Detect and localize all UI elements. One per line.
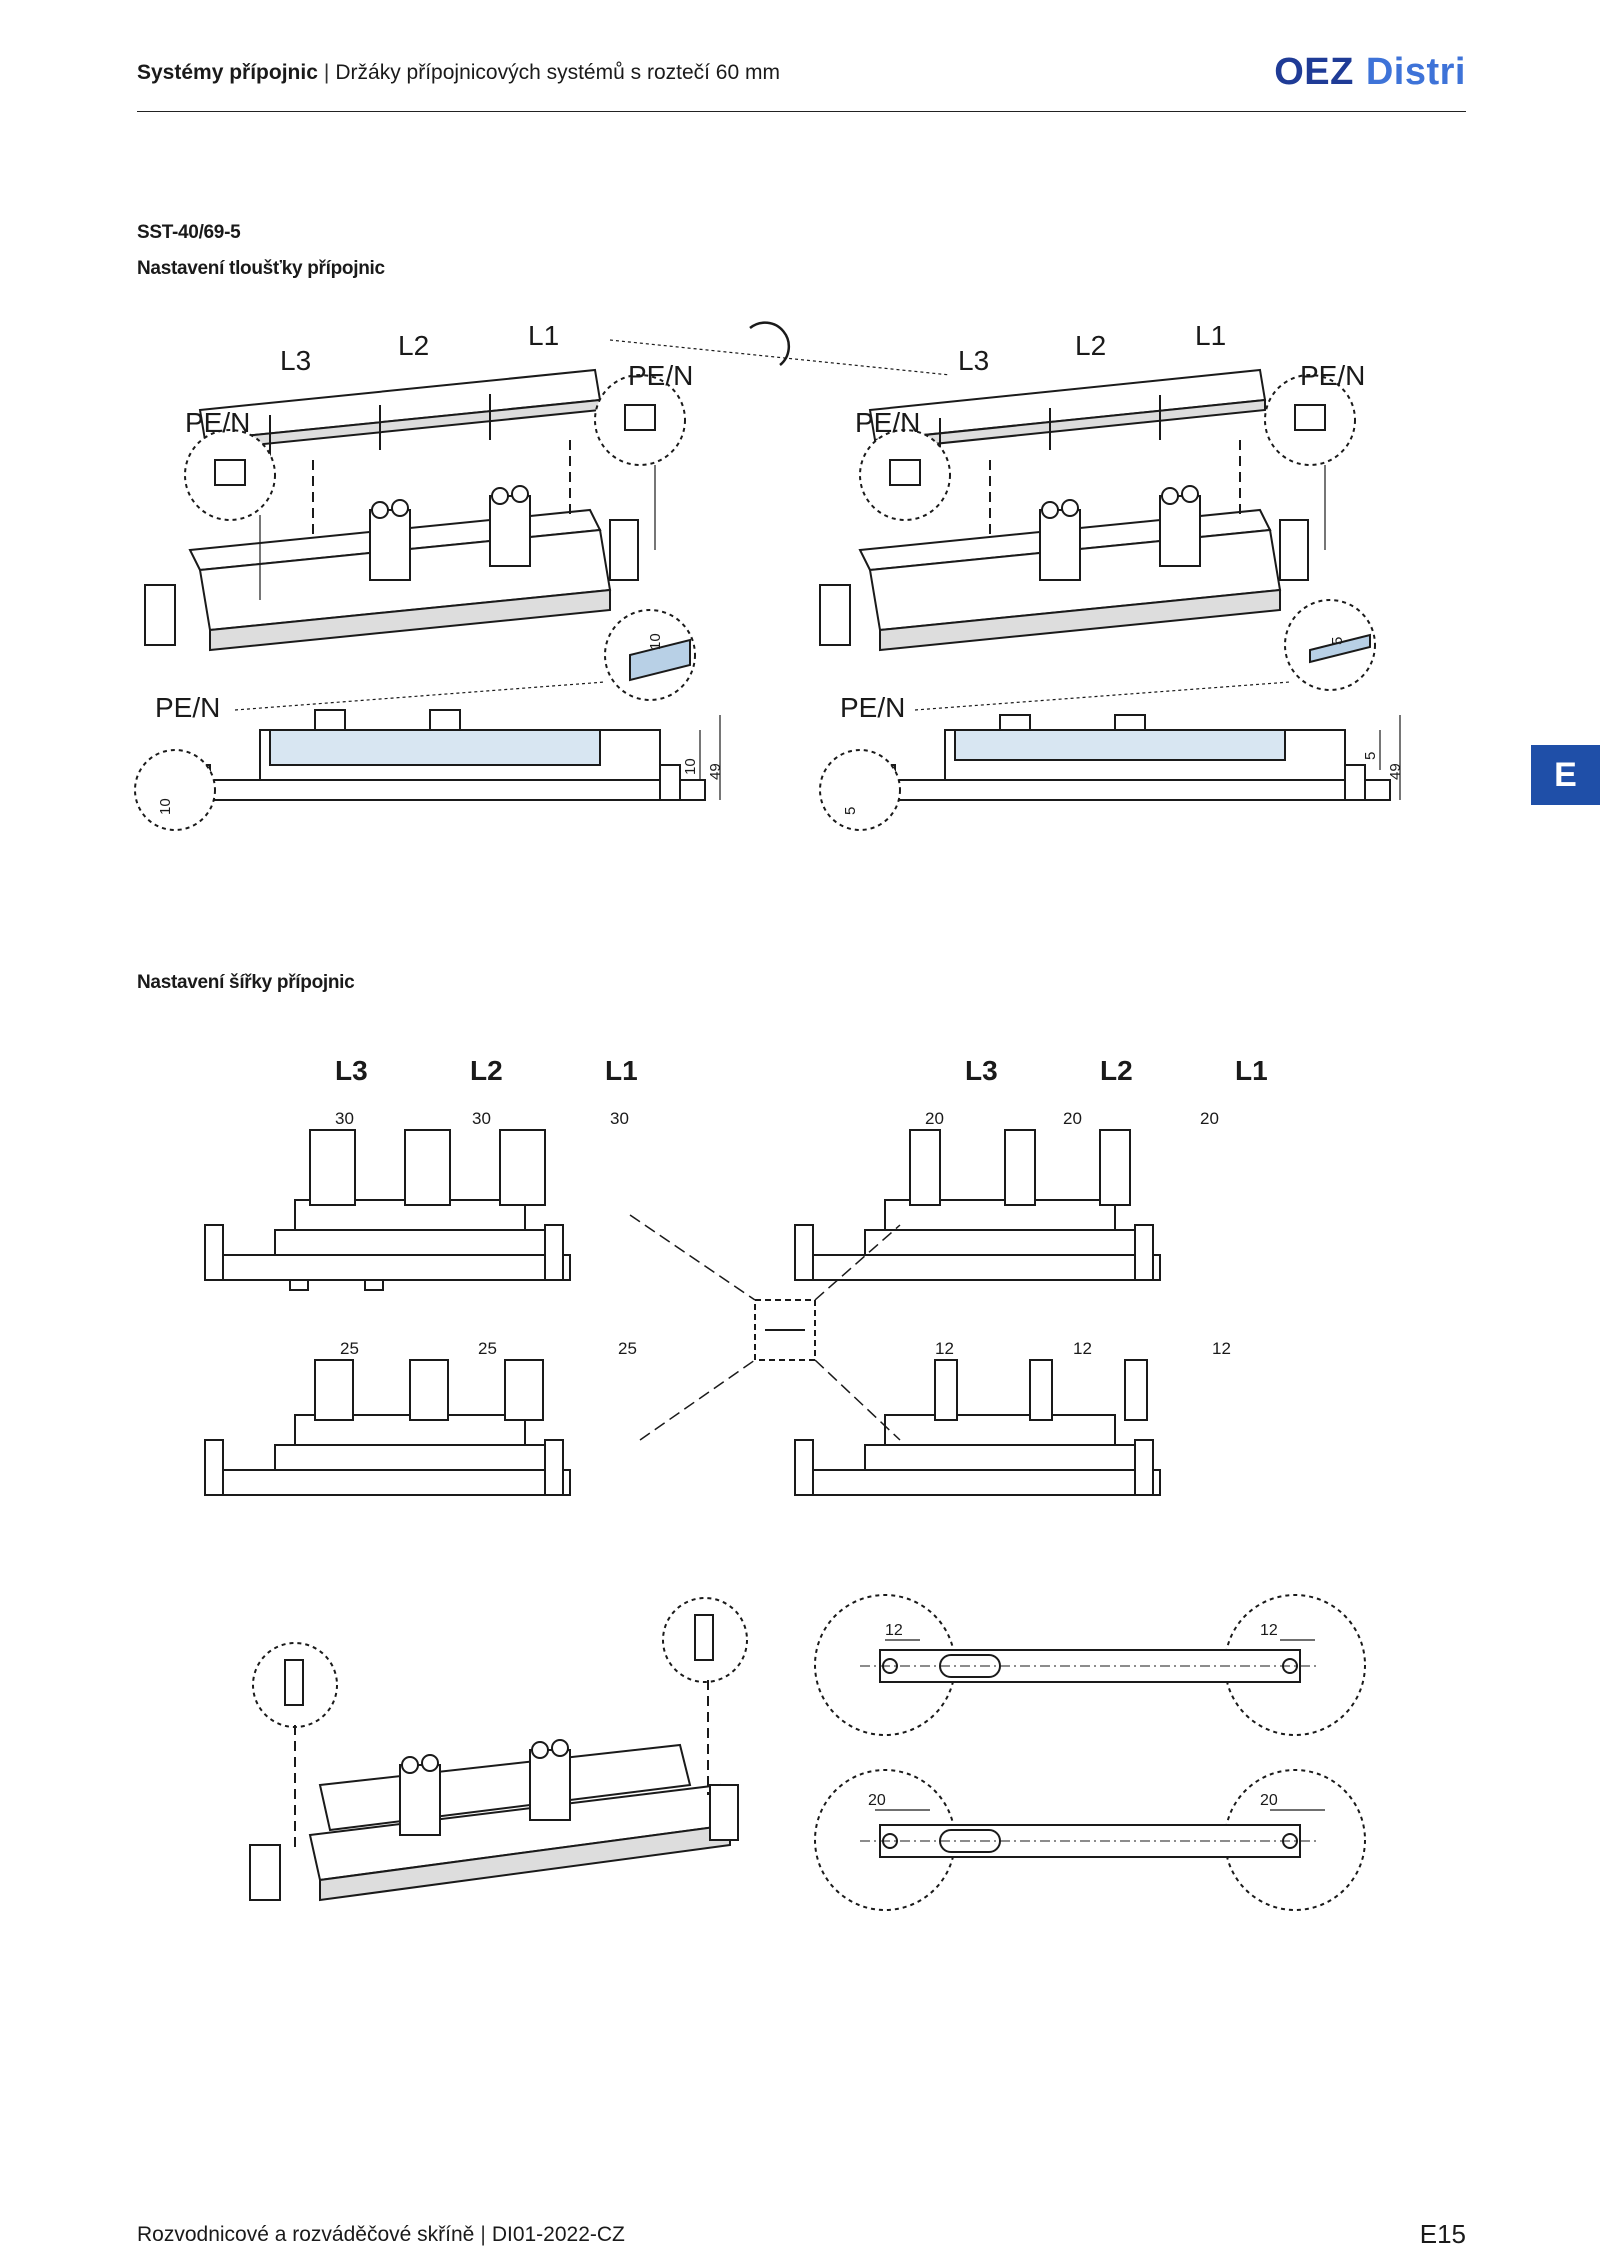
holder-assembly-bottom <box>250 1740 738 1900</box>
page-footer <box>137 2215 1466 2255</box>
dim-30-b: 30 <box>472 1109 491 1128</box>
label-l2-width-left: L2 <box>470 1055 503 1086</box>
dim-20-c: 20 <box>1200 1109 1219 1128</box>
footer-document-code: DI01-2022-CZ <box>491 2223 625 2246</box>
thickness-adjustment-figure <box>130 310 1430 850</box>
dim-12-c: 12 <box>1212 1339 1231 1358</box>
label-pen-left-c: PE/N <box>155 692 221 723</box>
dim-30-c: 30 <box>610 1109 629 1128</box>
header-text <box>137 61 780 85</box>
label-l2-width-right: L2 <box>1100 1055 1133 1086</box>
width-adjustment-figure <box>200 1050 1380 1520</box>
label-l2-right: L2 <box>1075 330 1107 361</box>
dim-20-b: 20 <box>1063 1109 1082 1128</box>
pen-detail-left-a <box>185 430 275 520</box>
dim-thickness-left-detail: 10 <box>647 633 664 650</box>
logo-brand: OEZ <box>1274 51 1354 93</box>
holder-width-25 <box>205 1360 570 1495</box>
label-l3-width-left: L3 <box>335 1055 368 1086</box>
footer-document <box>137 2223 625 2247</box>
bar-thickness-detail-left <box>605 610 695 700</box>
label-pen-right-b: PE/N <box>1300 360 1366 391</box>
header-section: Systémy přípojnic <box>137 61 318 84</box>
dim-thickness-left: 10 <box>682 758 699 775</box>
holder-width-30 <box>205 1130 570 1290</box>
side-view-left <box>135 710 720 830</box>
dim-20-a: 20 <box>925 1109 944 1128</box>
rotate-arrow-icon <box>750 323 789 365</box>
dim-height-right: 49 <box>1387 763 1404 780</box>
product-code: SST-40/69-5 <box>137 222 241 243</box>
section-title-width: Nastavení šířky přípojnic <box>137 972 355 993</box>
dim-12-a: 12 <box>935 1339 954 1358</box>
label-pen-left-a: PE/N <box>185 407 251 438</box>
dim-20-topview-right: 20 <box>1260 1792 1278 1809</box>
page-number: E15 <box>1419 2219 1466 2249</box>
dim-30-a: 30 <box>335 1109 354 1128</box>
section-title-thickness: Nastavení tloušťky přípojnic <box>137 258 385 279</box>
footer-separator: | <box>480 2223 486 2246</box>
dim-thickness-right: 5 <box>1362 751 1379 760</box>
top-view-12 <box>815 1595 1365 1735</box>
label-l1-width-left: L1 <box>605 1055 638 1086</box>
dim-12-b: 12 <box>1073 1339 1092 1358</box>
dim-height-left: 49 <box>707 763 724 780</box>
label-pen-right-a: PE/N <box>855 407 921 438</box>
footer-document-title: Rozvodnicové a rozváděčové skříně <box>137 2223 475 2246</box>
label-l1-left: L1 <box>528 320 560 351</box>
dim-thickness-right-detail: 5 <box>1329 636 1346 645</box>
label-pen-right-c: PE/N <box>840 692 906 723</box>
header-separator: | <box>323 61 330 84</box>
dim-12-topview-left: 12 <box>885 1622 903 1639</box>
label-l1-width-right: L1 <box>1235 1055 1268 1086</box>
pen-detail-right-a <box>860 430 950 520</box>
label-l3-width-right: L3 <box>965 1055 998 1086</box>
dim-25-a: 25 <box>340 1339 359 1358</box>
label-l2-left: L2 <box>398 330 430 361</box>
header-subtitle: Držáky přípojnicových systémů s roztečí 60 mm <box>335 61 780 84</box>
label-l3-right: L3 <box>958 345 990 376</box>
label-l1-right: L1 <box>1195 320 1227 351</box>
holder-width-20 <box>795 1130 1160 1280</box>
page-header <box>137 51 1466 112</box>
dim-25-b: 25 <box>478 1339 497 1358</box>
dim-25-c: 25 <box>618 1339 637 1358</box>
side-view-right <box>820 715 1400 830</box>
logo-product: Distri <box>1365 51 1466 93</box>
dim-12-topview-right: 12 <box>1260 1622 1278 1639</box>
dim-pen-left: 10 <box>157 798 174 815</box>
dim-pen-right: 5 <box>842 806 859 815</box>
holder-width-12 <box>795 1360 1160 1495</box>
label-l3-left: L3 <box>280 345 312 376</box>
dim-20-topview-left: 20 <box>868 1792 886 1809</box>
oez-distri-logo <box>1274 51 1466 94</box>
chapter-tab: E <box>1531 745 1600 805</box>
holder-top-views-figure <box>220 1585 1380 1945</box>
label-pen-left-b: PE/N <box>628 360 694 391</box>
clip-detail-left <box>253 1643 337 1727</box>
clip-detail-right <box>663 1598 747 1682</box>
top-view-20 <box>815 1770 1365 1910</box>
